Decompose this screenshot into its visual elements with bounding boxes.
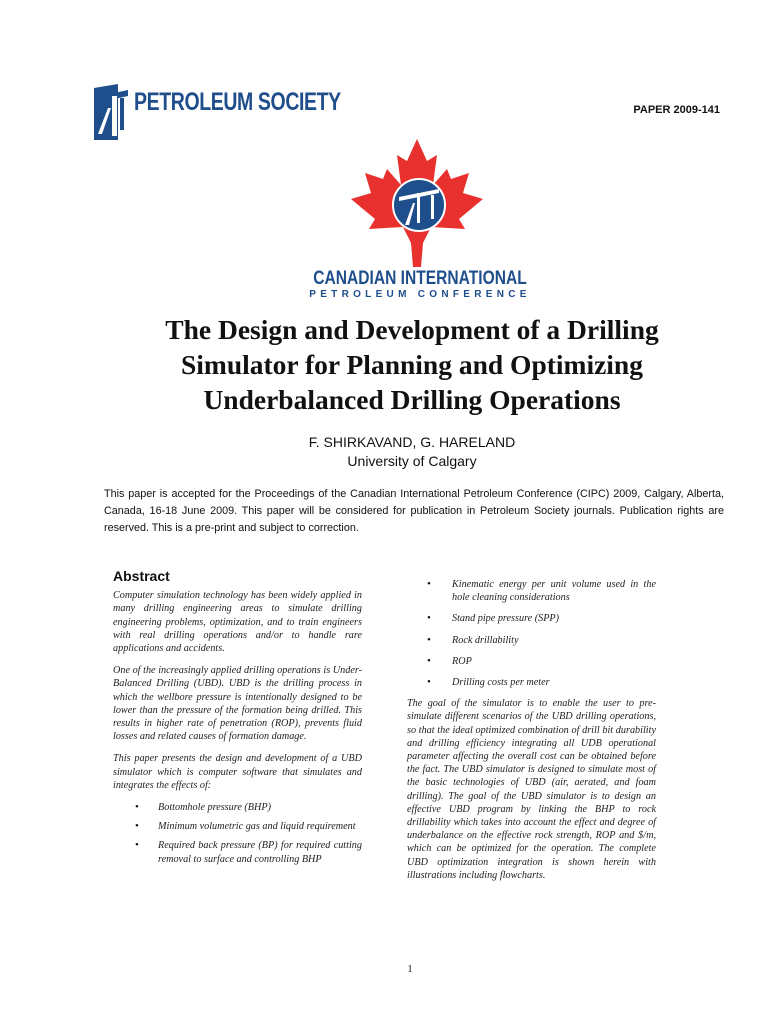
abstract-heading: Abstract <box>113 568 170 584</box>
page-number: 1 <box>407 964 413 975</box>
abstract-paragraph: This paper presents the design and development of a UBD simulator which is computer software that simulates and integrates the effects of: <box>113 753 362 791</box>
abstract-right-column <box>407 578 656 891</box>
society-name: PETROLEUM SOCIETY <box>134 88 341 116</box>
bullet-list-right <box>407 578 656 689</box>
abstract-left-column <box>113 570 362 872</box>
paper-number: PAPER 2009-141 <box>633 104 720 116</box>
authors: F. SHIRKAVAND, G. HARELAND <box>308 434 516 450</box>
conference-logo-line1: CANADIAN INTERNATIONAL <box>313 268 527 289</box>
title-line: The Design and Development of a Drilling <box>165 314 659 345</box>
maple-leaf-logo-icon <box>347 137 487 269</box>
bullet-item: • ROP <box>407 655 656 668</box>
publication-notice: This paper is accepted for the Proceedings of the Canadian International Petroleum Conference (CIPC) 2009, Calgary, Alberta, Canada, 16-18 June 2009. This paper will be considered for publication in Petroleum Society journals. Publication rights are reserved. This is a pre-print and subject to correction. <box>104 488 724 534</box>
abstract-paragraph: Computer simulation technology has been widely applied in many drilling engineering areas to simulate drilling engineering problems, optimization, and to train engineers with real drilling operations and/or to handle rare applications and accidents. <box>113 590 362 655</box>
bullet-item: • Kinematic energy per unit volume used in the hole cleaning considerations <box>407 578 656 604</box>
bullet-list-left <box>113 801 362 866</box>
abstract-paragraph: One of the increasingly applied drilling operations is Under-Balanced Drilling (UBD). UBD is the drilling process in which the wellbore pressure is intentionally designed to be lower than the pressure of the formation being drilled. This results in higher rate of penetration (ROP), prevents fluid losses and related causes of formation damage. <box>113 665 362 743</box>
bullet-item: • Rock drillability <box>407 634 656 647</box>
title-line: Underbalanced Drilling Operations <box>203 384 621 415</box>
title-line: Simulator for Planning and Optimizing <box>181 349 643 380</box>
bullet-item: • Bottomhole pressure (BHP) <box>113 801 362 814</box>
paper-title <box>84 312 740 417</box>
bullet-item: • Stand pipe pressure (SPP) <box>407 612 656 625</box>
affiliation: University of Calgary <box>347 453 477 469</box>
pumpjack-logo-icon <box>94 84 132 140</box>
bullet-item: • Required back pressure (BP) for required cutting removal to surface and controlling BHP <box>113 839 362 865</box>
conference-logo-line2: PETROLEUM CONFERENCE <box>309 289 531 300</box>
bullet-item: • Drilling costs per meter <box>407 676 656 689</box>
abstract-closing-paragraph: The goal of the simulator is to enable the user to pre-simulate different scenarios of the UBD drilling operations, so that the ideal optimized combination of drill bit durability and drilling efficiency integrating all UDB operational parameter affecting the overall cost can be obtained before the fact. The UBD simulator is designed to simulate most of the basic technologies of UBD (air, aerated, and foam drilling). The goal of the UBD simulator is to design an effective UBD program by linking the BHP to rock drillability which takes into account the effect and degree of underbalance on the effective rock strength, ROP and $/m, which can be optimized for the operation. The complete UBD optimization integration is shown herein with illustrations including flowcharts. <box>407 698 656 881</box>
petroleum-society-logo <box>94 84 341 140</box>
bullet-item: • Minimum volumetric gas and liquid requirement <box>113 820 362 833</box>
